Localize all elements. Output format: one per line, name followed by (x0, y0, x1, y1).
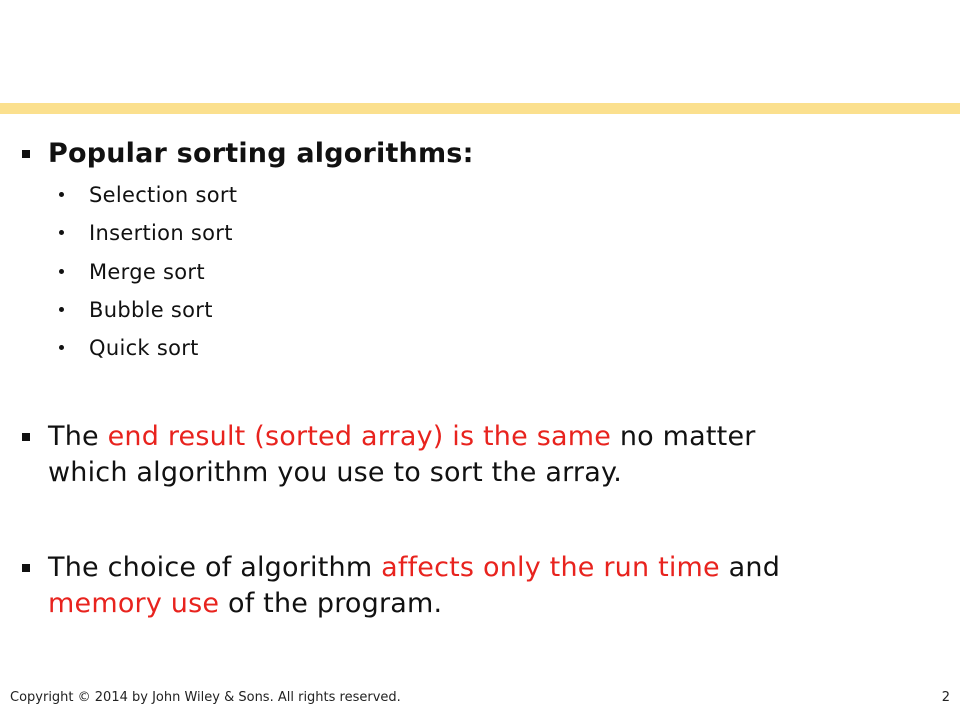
slide-footer (10, 688, 950, 708)
end-result-text (48, 419, 928, 491)
highlighted-text: affects only the run time (381, 552, 720, 583)
text-segment: no matter (611, 421, 756, 452)
algorithm-name: Quick sort (89, 336, 199, 360)
highlighted-text: memory use (48, 588, 220, 619)
list-item (0, 295, 600, 325)
algorithm-name: Selection sort (89, 183, 238, 207)
list-item (0, 218, 600, 248)
dot-bullet-icon (59, 230, 64, 235)
algorithm-choice-text (48, 550, 928, 622)
header-accent-rule (0, 103, 960, 114)
copyright-notice: Copyright © 2014 by John Wiley & Sons. All rights reserved. (10, 690, 401, 705)
dot-bullet-icon (59, 307, 64, 312)
page-number: 2 (941, 690, 950, 705)
dot-bullet-icon (59, 192, 64, 197)
dot-bullet-icon (59, 345, 64, 350)
algorithm-name: Bubble sort (89, 298, 213, 322)
text-segment: which algorithm you use to sort the array. (48, 457, 623, 488)
algorithm-name: Insertion sort (89, 221, 233, 245)
square-bullet-icon (22, 150, 30, 158)
text-segment: of the program. (219, 588, 443, 619)
square-bullet-icon (22, 433, 30, 441)
dot-bullet-icon (59, 269, 64, 274)
slide-heading: Popular sorting algorithms: (48, 138, 474, 169)
text-segment: The choice of algorithm (48, 552, 382, 583)
text-segment: and (719, 552, 781, 583)
algorithm-name: Merge sort (89, 260, 205, 284)
highlighted-text: end result (sorted array) is the same (107, 421, 612, 452)
list-item (0, 180, 600, 210)
square-bullet-icon (22, 564, 30, 572)
text-segment: The (48, 421, 108, 452)
list-item (0, 333, 600, 363)
list-item (0, 257, 600, 287)
